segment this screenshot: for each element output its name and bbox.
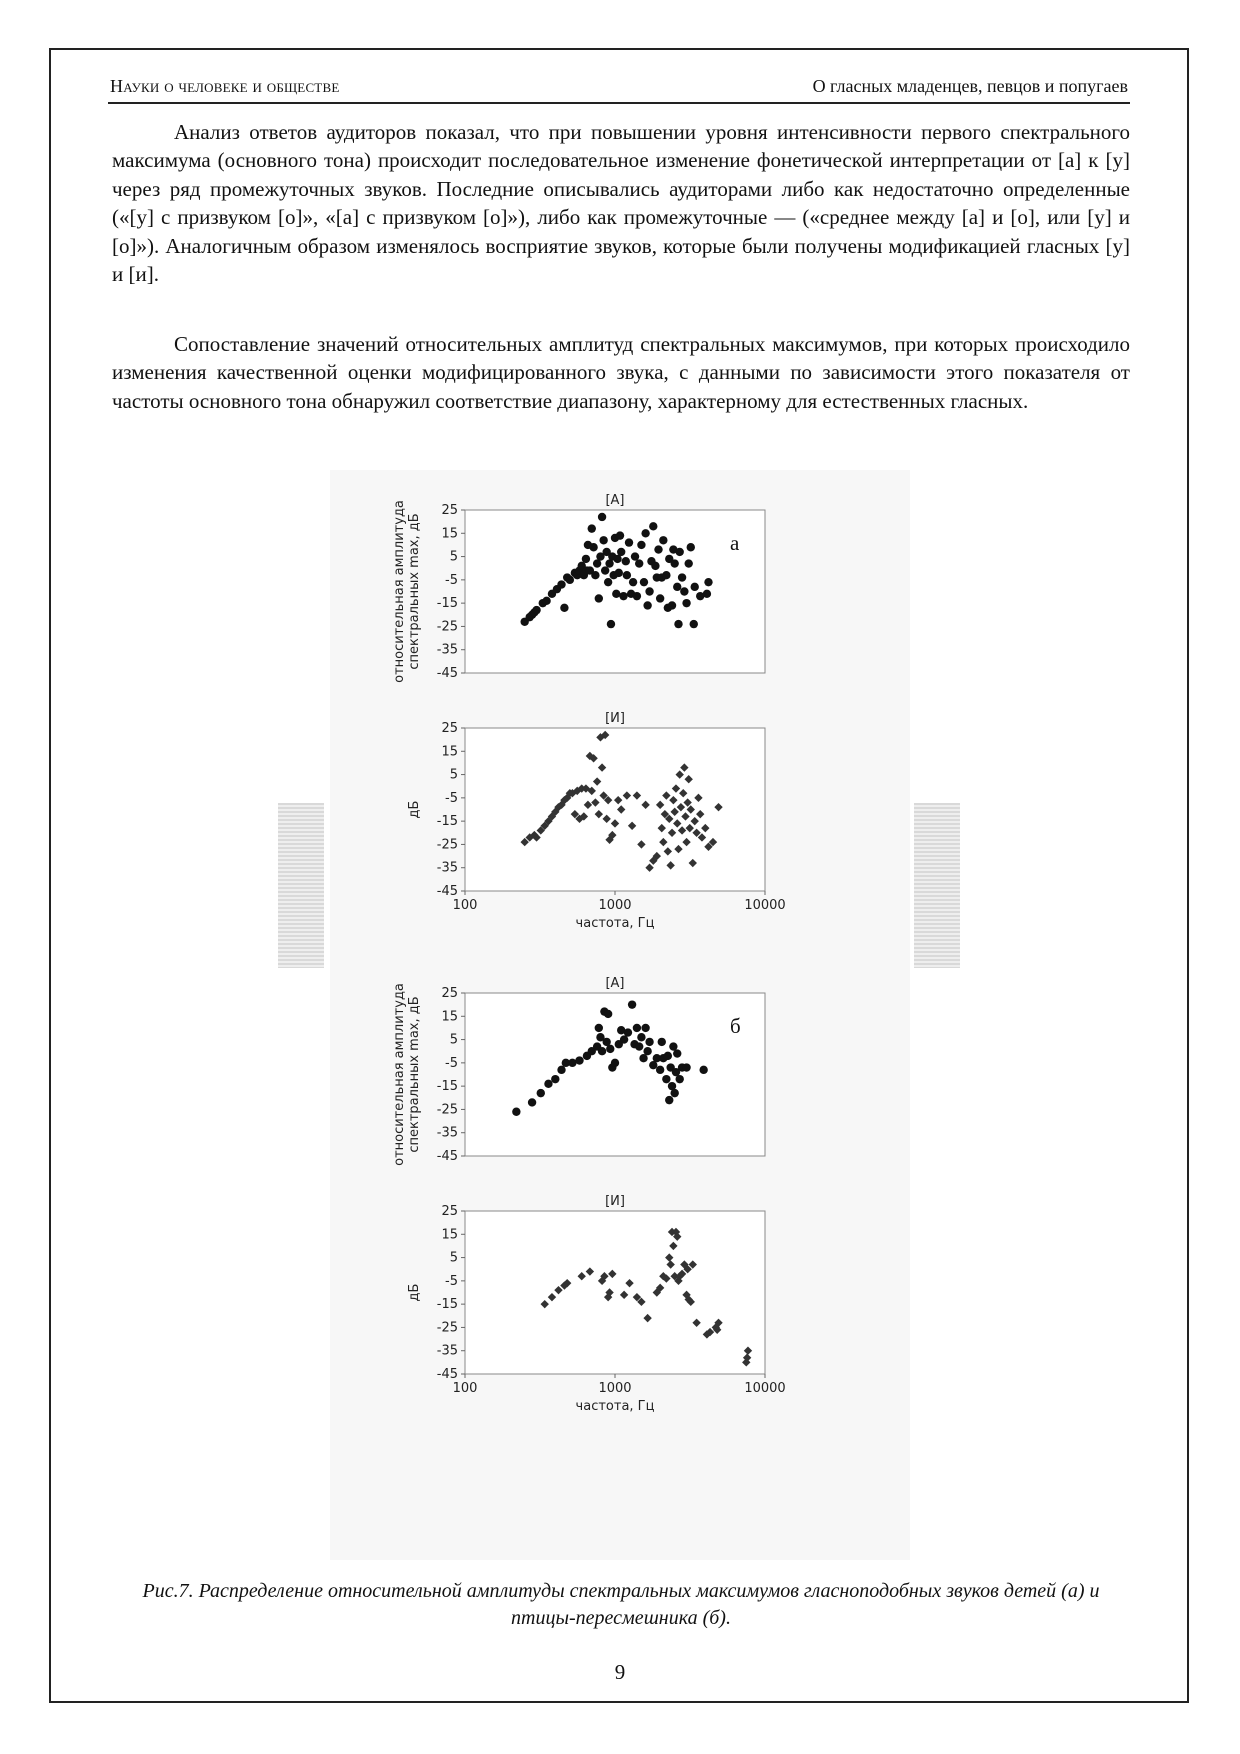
y-tick-label: 25 — [441, 721, 458, 736]
y-tick-label: -25 — [436, 619, 458, 635]
data-point — [568, 1059, 576, 1067]
x-tick-label: 100 — [452, 898, 478, 913]
data-point — [606, 1045, 614, 1053]
data-point — [512, 1108, 520, 1116]
y-axis-label: относительная амплитуда — [392, 500, 407, 683]
data-point — [611, 1059, 619, 1067]
data-point — [664, 1052, 672, 1060]
y-tick-label: -15 — [436, 1079, 458, 1095]
y-tick-label: 5 — [449, 1032, 458, 1048]
x-axis-label: частота, Гц — [575, 916, 655, 931]
data-point — [595, 594, 603, 602]
data-point — [598, 513, 606, 521]
data-point — [690, 620, 698, 628]
data-point — [625, 538, 633, 546]
data-point — [676, 1075, 684, 1083]
y-tick-label: -5 — [445, 1273, 458, 1289]
data-point — [640, 578, 648, 586]
y-tick-label: -5 — [445, 572, 458, 588]
figure-caption: Рис.7. Распределение относительной амплитуды спектральных максимумов гласноподобных звуков детей (а) и птицы-пересмешника (б). — [142, 1580, 1100, 1629]
article-short-title: О гласных младенцев, певцов и попугаев — [812, 76, 1128, 96]
y-axis-label: спектральных max, дБ — [407, 513, 422, 670]
y-tick-label: -45 — [436, 1149, 458, 1164]
data-point — [691, 583, 699, 591]
data-point — [612, 590, 620, 598]
data-point — [598, 1047, 606, 1055]
data-point — [537, 1089, 545, 1097]
y-tick-label: -25 — [436, 837, 458, 853]
y-tick-label: -45 — [436, 884, 458, 899]
y-tick-label: 15 — [441, 1009, 458, 1025]
data-point — [622, 557, 630, 565]
data-point — [588, 524, 596, 532]
y-tick-label: -35 — [436, 642, 458, 658]
x-tick-label: 1000 — [598, 898, 632, 913]
panel-label: б — [730, 1014, 741, 1038]
data-point — [544, 1080, 552, 1088]
data-point — [680, 587, 688, 595]
y-axis-label: дБ — [407, 800, 422, 819]
data-point — [633, 1024, 641, 1032]
chart-title: [А] — [605, 976, 625, 991]
data-point — [662, 571, 670, 579]
data-point — [629, 578, 637, 586]
y-tick-label: -25 — [436, 1102, 458, 1118]
data-point — [528, 1098, 536, 1106]
data-point — [658, 1038, 666, 1046]
y-tick-label: 25 — [441, 503, 458, 518]
body-paragraph: Сопоставление значений относительных амплитуд спектральных максимумов, при которых происходило изменения качественной оценки модифицированного звука, с данными по зависимости этого показателя от частоты основного тона обнаружил соответствие диапазону, характерному для естественных гласных. — [112, 332, 1130, 413]
y-tick-label: 5 — [449, 767, 458, 783]
page-number: 9 — [614, 1660, 626, 1684]
scan-artifact-right — [914, 803, 960, 968]
body-paragraph: Анализ ответов аудиторов показал, что при повышении уровня интенсивности первого спектрального максимума (основного тона) происходит последовательное изменение фонетической интерпретации от [а] к [у] через ряд промежуточных звуков. Последние описывались аудиторами либо как недостаточно определенные («[у] с призвуком [о]», «[а] с призвуком [о]»), либо как промежуточные — («среднее между [а] и [о], или [у] и [о]»). Аналогичным образом изменялось восприятие звуков, которые были получены модификацией гласных [у] и [и]. — [112, 120, 1130, 287]
y-tick-label: -5 — [445, 1055, 458, 1071]
data-point — [703, 590, 711, 598]
data-point — [674, 620, 682, 628]
x-tick-label: 10000 — [744, 898, 786, 913]
chart-title: [И] — [605, 1194, 625, 1209]
data-point — [682, 599, 690, 607]
data-point — [591, 571, 599, 579]
data-point — [670, 559, 678, 567]
x-tick-label: 10000 — [744, 1381, 786, 1396]
y-tick-label: 25 — [441, 986, 458, 1001]
figure-7 — [330, 470, 910, 1560]
data-point — [601, 566, 609, 574]
data-point — [599, 536, 607, 544]
y-tick-label: -5 — [445, 790, 458, 806]
data-point — [654, 545, 662, 553]
data-point — [651, 562, 659, 570]
data-point — [639, 1054, 647, 1062]
data-point — [616, 531, 624, 539]
plot-area — [465, 993, 765, 1156]
y-tick-label: -15 — [436, 596, 458, 612]
data-point — [631, 552, 639, 560]
y-tick-label: 5 — [449, 1250, 458, 1266]
data-point — [619, 592, 627, 600]
data-point — [673, 583, 681, 591]
data-point — [607, 620, 615, 628]
plot-area — [465, 1211, 765, 1374]
y-tick-label: -35 — [436, 1125, 458, 1141]
data-point — [668, 601, 676, 609]
data-point — [676, 548, 684, 556]
data-point — [645, 587, 653, 595]
data-point — [575, 1056, 583, 1064]
data-point — [670, 1089, 678, 1097]
y-tick-label: -45 — [436, 666, 458, 681]
data-point — [604, 1010, 612, 1018]
data-point — [682, 1063, 690, 1071]
data-point — [633, 592, 641, 600]
y-tick-label: -45 — [436, 1367, 458, 1382]
data-point — [617, 548, 625, 556]
data-point — [659, 536, 667, 544]
data-point — [673, 1049, 681, 1057]
data-point — [623, 571, 631, 579]
chart-title: [И] — [605, 711, 625, 726]
y-tick-label: -35 — [436, 1343, 458, 1359]
data-point — [662, 1075, 670, 1083]
y-tick-label: -25 — [436, 1320, 458, 1336]
data-point — [615, 569, 623, 577]
y-tick-label: 15 — [441, 1227, 458, 1243]
y-axis-label: относительная амплитуда — [392, 983, 407, 1166]
data-point — [645, 1038, 653, 1046]
scan-artifact-left — [278, 803, 324, 968]
data-point — [604, 578, 612, 586]
y-tick-label: 15 — [441, 526, 458, 542]
data-point — [557, 580, 565, 588]
journal-section-title: Науки о человеке и обществе — [110, 76, 340, 96]
data-point — [560, 604, 568, 612]
data-point — [551, 1075, 559, 1083]
data-point — [665, 1096, 673, 1104]
y-axis-label: дБ — [407, 1283, 422, 1302]
data-point — [656, 594, 664, 602]
x-tick-label: 1000 — [598, 1381, 632, 1396]
data-point — [643, 1047, 651, 1055]
data-point — [566, 576, 574, 584]
y-tick-label: 5 — [449, 549, 458, 565]
data-point — [656, 1066, 664, 1074]
data-point — [635, 559, 643, 567]
figure-7-charts — [330, 470, 910, 1560]
x-tick-label: 100 — [452, 1381, 478, 1396]
data-point — [699, 1066, 707, 1074]
data-point — [637, 541, 645, 549]
data-point — [641, 529, 649, 537]
data-point — [637, 1033, 645, 1041]
data-point — [542, 597, 550, 605]
panel-label: а — [730, 531, 740, 555]
data-point — [687, 543, 695, 551]
data-point — [641, 1024, 649, 1032]
chart-title: [А] — [605, 493, 625, 508]
data-point — [595, 1024, 603, 1032]
y-tick-label: -15 — [436, 1297, 458, 1313]
data-point — [582, 555, 590, 563]
data-point — [532, 606, 540, 614]
running-header — [108, 72, 1130, 104]
y-tick-label: -15 — [436, 814, 458, 830]
data-point — [624, 1028, 632, 1036]
data-point — [628, 1000, 636, 1008]
data-point — [678, 573, 686, 581]
data-point — [643, 601, 651, 609]
data-point — [589, 543, 597, 551]
data-point — [685, 559, 693, 567]
y-tick-label: 15 — [441, 744, 458, 760]
y-tick-label: -35 — [436, 860, 458, 876]
y-tick-label: 25 — [441, 1204, 458, 1219]
data-point — [635, 1042, 643, 1050]
y-axis-label: спектральных max, дБ — [407, 996, 422, 1153]
data-point — [704, 578, 712, 586]
x-axis-label: частота, Гц — [575, 1399, 655, 1414]
data-point — [557, 1066, 565, 1074]
data-point — [649, 522, 657, 530]
